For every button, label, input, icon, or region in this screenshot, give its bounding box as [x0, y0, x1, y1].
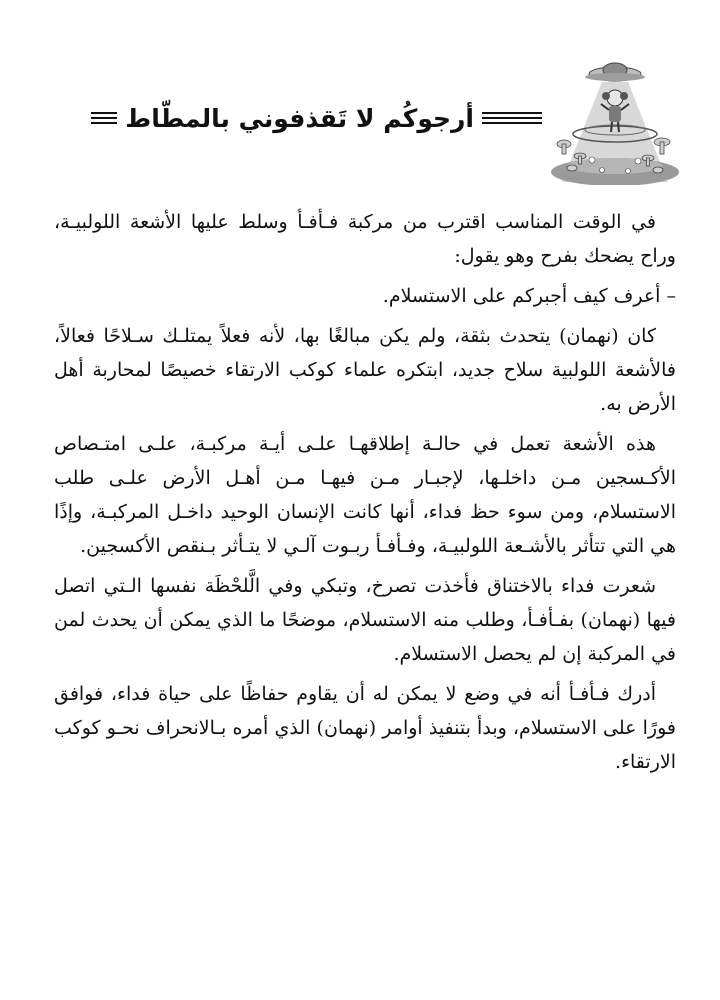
ufo-robot-icon [550, 60, 680, 185]
paragraph: أدرك فـأفـأ أنه في وضع لا يمكن له أن يقاوم حفاظًا على حياة فداء، فوافق فورًا على الاستسلام، وبدأ بتنفيذ أوامر (نهمان) الذي أمره بـالانحراف نحـو كوكب الارتقاء. [54, 683, 676, 773]
paragraph: هذه الأشعة تعمل في حالـة إطلاقهـا علـى أيـة مركبـة، علـى امتـصاص الأكـسجين مـن داخلـها، لإجبـار مـن فيهـا مـن أهـل الأرض علـى طلب الاستسلام، ومن سوء حظ فداء، أنها كانت الإنسان الوحيد داخـل المركبـة، وإذًا هي التي تتأثر بالأشـعة اللولبيـة، وفـأفـأ ربـوت آلـي لا يتـأثر بـنقص الأكسجين. [54, 433, 676, 557]
ufo-robot-illustration [550, 60, 680, 185]
title-decoration-left [91, 112, 117, 124]
chapter-body [54, 205, 676, 785]
chapter-title: أرجوكُم لا تَقذفوني بالمطّاط [125, 103, 474, 133]
paragraph: كان (نهمان) يتحدث بثقة، ولم يكن مبالغًا بها، لأنه فعلاً يمتلـك سـلاحًا فعالاً، فالأشعة اللولبية سلاح جديد، ابتكره علماء كوكب الارتقاء خصيصًا لمحاربة أهل الأرض به. [54, 325, 676, 415]
chapter-header [40, 60, 680, 185]
paragraph: في الوقت المناسب اقترب من مركبة فـأفـأ وسلط عليها الأشعة اللولبيـة، وراح يضحك بفرح وهو يقول: [54, 211, 676, 267]
paragraph-dialogue: – أعرف كيف أجبركم على الاستسلام. [382, 285, 676, 307]
title-decoration-right [482, 112, 542, 124]
title-row [40, 98, 542, 138]
paragraph: شعرت فداء بالاختناق فأخذت تصرخ، وتبكي وفي الَّلحْظَة نفسها الـتي اتصل فيها (نهمان) بفـأفـأ، وطلب منه الاستسلام، موضحًا ما الذي يمكن أن يحدث لمن في المركبة إن لم يحصل الاستسلام. [54, 575, 676, 665]
